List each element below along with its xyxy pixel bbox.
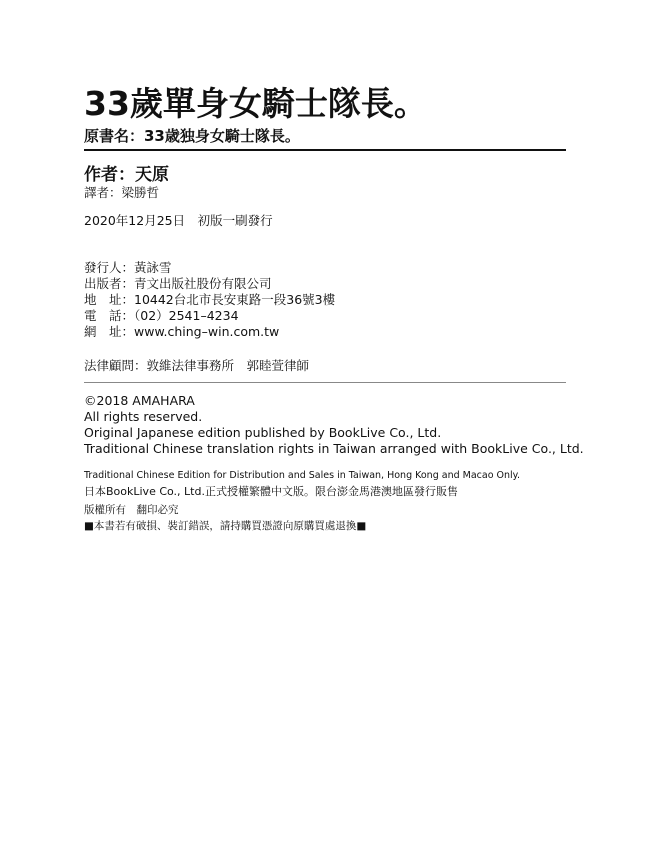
author: 作者：天原 <box>84 165 169 185</box>
issuer: 發行人：黃詠雪 <box>84 260 172 275</box>
colophon-page <box>84 0 584 850</box>
copyright-line: Original Japanese edition published by BookLive Co., Ltd. <box>84 425 442 440</box>
return-notice: ■本書若有破損、裝訂錯誤，請持購買憑證向原購買處退換■ <box>84 520 367 532</box>
publish-date: 2020年12月25日 初版一刷發行 <box>84 213 273 228</box>
distribution-line-zh: 日本BookLive Co., Ltd.正式授權繁體中文版。限台澎金馬港澳地區發行販售 <box>84 485 458 498</box>
original-title: 原書名：33歳独身女騎士隊長。 <box>84 127 300 145</box>
publisher-info <box>84 260 335 340</box>
address: 地 址：10442台北市長安東路一段36號3樓 <box>84 292 336 307</box>
copyright-block <box>84 393 584 457</box>
title-divider <box>84 149 566 151</box>
section-divider <box>84 382 566 383</box>
translator: 譯者：梁勝哲 <box>84 185 160 200</box>
copyright-line: ©2018 AMAHARA <box>84 393 195 408</box>
distribution-block <box>84 468 520 500</box>
rights-reserved: 版權所有 翻印必究 <box>84 504 179 516</box>
copyright-line: All rights reserved. <box>84 409 203 424</box>
website: 網 址：www.ching–win.com.tw <box>84 324 280 339</box>
copyright-line: Traditional Chinese translation rights in Taiwan arranged with BookLive Co., Ltd. <box>84 441 584 456</box>
distribution-line-en: Traditional Chinese Edition for Distribution and Sales in Taiwan, Hong Kong and Macao Only. <box>84 470 520 481</box>
publisher: 出版者：青文出版社股份有限公司 <box>84 276 272 291</box>
phone: 電 話：（02）2541–4234 <box>84 308 239 323</box>
book-title: 33歲單身女騎士隊長。 <box>84 84 427 123</box>
legal-counsel: 法律顧問：敦維法律事務所 郭睦萱律師 <box>84 358 310 373</box>
